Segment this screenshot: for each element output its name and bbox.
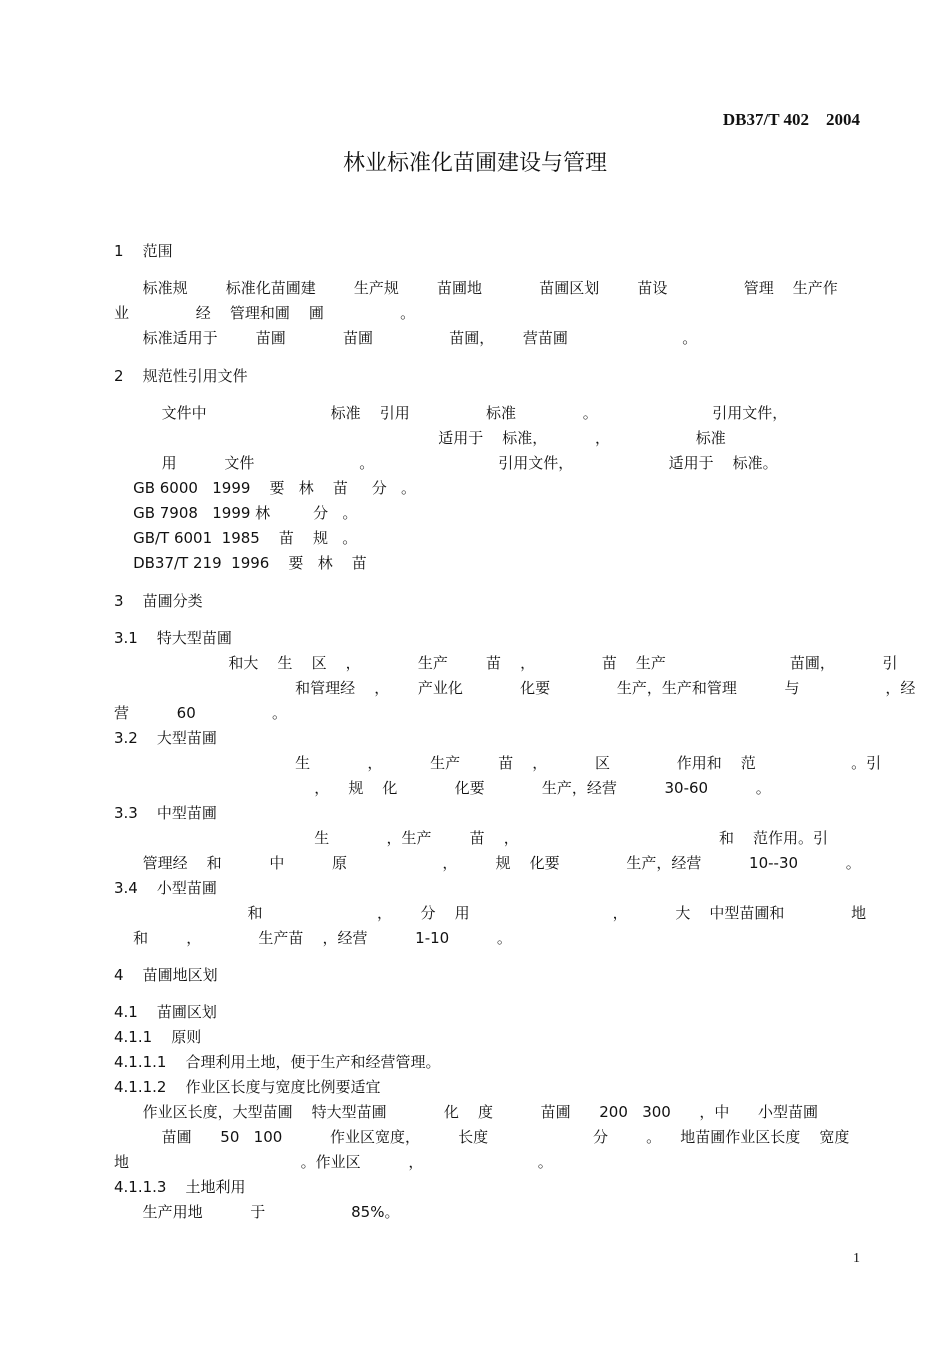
body-line: 生 ， 生产 苗 ， 区 作用和 范 。引 bbox=[114, 754, 882, 772]
body-line: 业 经 管理和圃 圃 。 bbox=[114, 304, 416, 322]
subsection-heading: 3.3 中型苗圃 bbox=[114, 804, 217, 822]
body-line: 4.1.1.3 土地利用 bbox=[114, 1178, 246, 1196]
body-line: 地 。作业区 ， 。 bbox=[114, 1153, 553, 1171]
body-line: 文件中 标准 引用 标准 。 引用文件， bbox=[114, 404, 788, 422]
reference-item: DB37/T 219 1996 要 林 苗 bbox=[114, 554, 367, 572]
subsection-heading: 3.4 小型苗圃 bbox=[114, 879, 217, 897]
subsection-heading: 3.2 大型苗圃 bbox=[114, 729, 217, 747]
subsection-heading: 3.1 特大型苗圃 bbox=[114, 629, 232, 647]
body-line: 标准规 标准化苗圃建 生产规 苗圃地 苗圃区划 苗设 管理 生产作 bbox=[114, 279, 838, 297]
page-number: 1 bbox=[853, 1251, 860, 1266]
section-heading: 2 规范性引用文件 bbox=[114, 367, 248, 385]
reference-item: GB 7908 1999 林 分 。 bbox=[114, 504, 358, 522]
body-line: 生 ，生产 苗 ， 和 范作用。引 bbox=[114, 829, 829, 847]
body-line: 标准适用于 苗圃 苗圃 苗圃， 营苗圃 。 bbox=[114, 329, 698, 347]
body-line: 用 文件 。 引用文件， 适用于 标准。 bbox=[114, 454, 778, 472]
body-line: 苗圃 50 100 作业区宽度， 长度 分 。 地苗圃作业区长度 宽度 bbox=[114, 1128, 850, 1146]
body-line: 4.1.1.1 合理利用土地，便于生产和经营管理。 bbox=[114, 1053, 441, 1071]
reference-item: GB 6000 1999 要 林 苗 分 。 bbox=[114, 479, 417, 497]
body-line: 和 ， 生产苗 ，经营 1-10 。 bbox=[114, 929, 512, 947]
body-line: 和大 生 区 ， 生产 苗 ， 苗 生产 苗圃， 引 bbox=[114, 654, 898, 672]
body-line: 管理经 和 中 原 ， 规 化要 生产，经营 10--30 。 bbox=[114, 854, 861, 872]
subsection-heading: 4.1.1 原则 bbox=[114, 1028, 202, 1046]
standard-number: DB37/T 402 2004 bbox=[722, 110, 860, 129]
body-line: 作业区长度，大型苗圃 特大型苗圃 化 度 苗圃 200 300 ，中 小型苗圃 bbox=[114, 1103, 819, 1121]
section-heading: 3 苗圃分类 bbox=[114, 592, 203, 610]
body-line: ， 规 化 化要 生产，经营 30-60 。 bbox=[114, 779, 771, 797]
body-line: 适用于 标准， ， 标准 bbox=[114, 429, 726, 447]
subsection-heading: 4.1 苗圃区划 bbox=[114, 1003, 217, 1021]
body-line: 营 60 。 bbox=[114, 704, 288, 722]
document-title: 林业标准化苗圃建设与管理 bbox=[342, 151, 607, 176]
reference-item: GB/T 6001 1985 苗 规 。 bbox=[114, 529, 358, 547]
body-line: 和 ， 分 用 ， 大 中型苗圃和 地 bbox=[114, 904, 867, 922]
body-line: 4.1.1.2 作业区长度与宽度比例要适宜 bbox=[114, 1078, 381, 1096]
section-heading: 1 范围 bbox=[114, 242, 173, 260]
body-line: 和管理经 ， 产业化 化要 生产，生产和管理 与 ，经 bbox=[114, 679, 916, 697]
body-line: 生产用地 于 85%。 bbox=[114, 1203, 400, 1221]
section-heading: 4 苗圃地区划 bbox=[114, 966, 218, 984]
